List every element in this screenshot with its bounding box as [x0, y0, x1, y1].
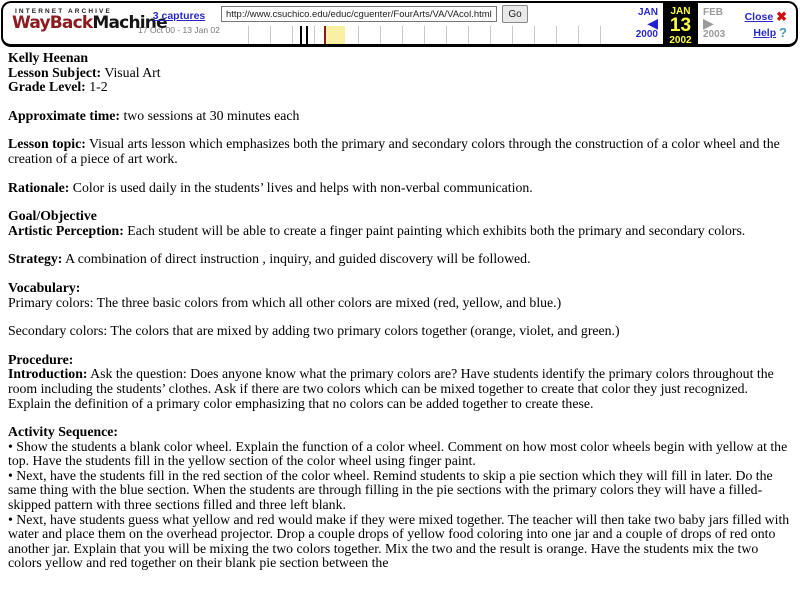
next-month-label[interactable]: FEB: [703, 7, 723, 18]
captures-date-range: 17 Oct 00 - 13 Jan 02: [138, 25, 220, 35]
close-link[interactable]: [745, 9, 787, 25]
approximate-time-paragraph: Approximate time: two sessions at 30 minutes each: [8, 107, 300, 123]
capture-timeline[interactable]: [227, 26, 621, 47]
artistic-perception-paragraph: Artistic Perception: Each student will be able to create a finger paint painting which exhibits both the primary and secondary colors.: [8, 222, 746, 238]
help-question-icon[interactable]: ?: [779, 25, 787, 40]
url-input[interactable]: [221, 6, 497, 22]
current-capture-date: [663, 3, 698, 47]
next-capture-nav: [700, 3, 736, 44]
vocabulary-heading: Vocabulary:: [8, 279, 81, 295]
document-content: [0, 49, 800, 600]
captures-block: [131, 10, 227, 35]
goal-heading: Goal/Objective: [8, 208, 97, 224]
header-block: [8, 51, 792, 95]
procedure-block: [8, 353, 792, 411]
current-day-label: 13: [669, 15, 692, 36]
vocabulary-block: [8, 281, 792, 310]
internet-archive-label: INTERNET ARCHIVE: [15, 8, 112, 15]
goal-objective-block: [8, 209, 792, 238]
wayback-toolbar: [1, 1, 798, 47]
introduction-paragraph: Introduction: Ask the question: Does anyone know what the primary colors are? Have students identify the primary colors throughout the room including the students’ clothes. Ask if there are two colors which can be mixed together to create that color they just recognized. Explain the definition of a primary color emphasizing that no colors can be added together to create these.: [8, 366, 774, 411]
strategy-paragraph: Strategy: A combination of direct instruction , inquiry, and guided discovery will be followed.: [8, 251, 531, 267]
current-month-label: JAN: [670, 6, 691, 17]
lesson-topic-paragraph: Lesson topic: Visual arts lesson which emphasizes both the primary and secondary colors through the construction of a color wheel and the creation of a piece of art work.: [8, 136, 780, 166]
procedure-heading: Procedure:: [8, 351, 74, 367]
help-link[interactable]: [753, 25, 787, 40]
capture-tick[interactable]: [300, 26, 302, 47]
close-x-icon[interactable]: ✖: [776, 9, 787, 24]
capture-tick-current[interactable]: [324, 26, 326, 47]
wordmark-wayback: WayBack: [12, 13, 93, 33]
close-label[interactable]: Close: [744, 11, 774, 23]
go-button[interactable]: Go: [502, 5, 528, 23]
help-label[interactable]: Help: [753, 27, 777, 39]
primary-colors-definition: Primary colors: The three basic colors from which all other colors are mixed (red, yellow, and blue.): [8, 294, 562, 310]
next-arrow-icon[interactable]: ▶: [703, 15, 714, 31]
rationale-paragraph: Rationale: Color is used daily in the students’ lives and helps with non-verbal communication.: [8, 179, 533, 195]
wordmark-machine: Machine: [92, 13, 167, 33]
activity-item: • Next, have the students fill in the red section of the color wheel. Remind students to skip a pie section which they will fill in later. Do the same thing with the blue section. When the students are through filling in the pie sections with the primary colors they will have a filled-skipped pattern with three sections filled and three left blank.: [8, 467, 773, 513]
prev-capture-nav: [625, 3, 661, 44]
wayback-logo[interactable]: [12, 8, 167, 33]
grade-level-line: Grade Level: 1-2: [8, 79, 108, 95]
next-year-label[interactable]: 2003: [703, 29, 726, 40]
activity-item: • Show the students a blank color wheel. Explain the function of a color wheel. Comment on how most color wheels begin with yellow at the top. Have the students fill in the yellow section of the color wheel using finger paint.: [8, 438, 788, 469]
wayback-machine-wordmark: [12, 13, 167, 33]
activity-sequence-block: [8, 425, 792, 571]
prev-year-label[interactable]: 2000: [635, 29, 658, 40]
prev-month-label[interactable]: JAN: [637, 7, 658, 18]
author-name: Kelly Heenan: [8, 50, 89, 65]
captures-link[interactable]: 3 captures: [152, 10, 206, 22]
secondary-colors-definition: Secondary colors: The colors that are mixed by adding two primary colors together (orange, violet, and green.): [8, 323, 620, 339]
current-capture-highlight: [326, 26, 345, 47]
lesson-subject-line: Lesson Subject: Visual Art: [8, 64, 161, 80]
activity-item: • Next, have students guess what yellow and red would make if they were mixed together. The teacher will then take two baby jars filled with water and place them on the overhead projector. Drop a couple drops of yellow food coloring into one jar and a couple of drops of red onto another jar. Explain that you will be mixing the two colors together. Mix the two and the result is orange. Have the students mix the two colors yellow and red together on their blank pie section between the: [8, 511, 790, 571]
prev-arrow-icon[interactable]: ◀: [647, 15, 658, 31]
current-year-label: 2002: [669, 35, 692, 47]
capture-tick[interactable]: [306, 26, 308, 47]
activity-sequence-heading: Activity Sequence:: [8, 424, 118, 440]
